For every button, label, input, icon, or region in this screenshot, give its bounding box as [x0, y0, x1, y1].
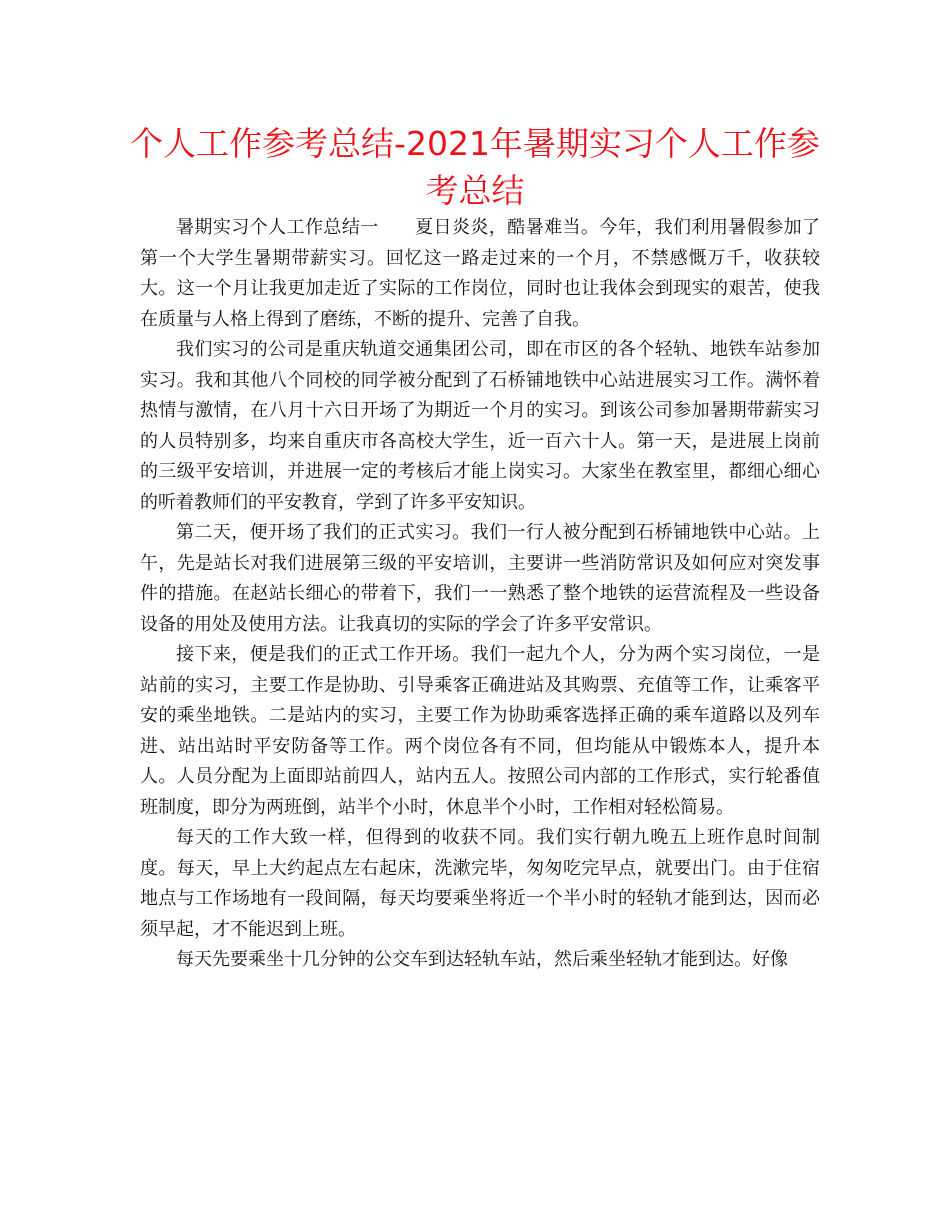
paragraph-5: 每天的工作大致一样，但得到的收获不同。我们实行朝九晚五上班作息时间制度。每天，早上大约起点左右起床，洗漱完毕，匆匆吃完早点，就要出门。由于住宿地点与工作场地有一段间隔，每天均要乘坐将近一个半小时的轻轨才能到达，因而必须早起，才不能迟到上班。 — [140, 827, 820, 940]
section-heading: 暑期实习个人工作总结一 — [176, 217, 379, 238]
paragraph-1 — [140, 213, 820, 335]
paragraph-3: 第二天，便开场了我们的正式实习。我们一行人被分配到石桥铺地铁中心站。上午，先是站长对我们进展第三级的平安培训，主要讲一些消防常识及如何应对突发事件的措施。在赵站长细心的带着下，我们一一熟悉了整个地铁的运营流程及一些设备设备的用处及使用方法。让我真切的实际的学会了许多平安常识。 — [140, 522, 820, 635]
document-title: 个人工作参考总结-2021年暑期实习个人工作参考总结 — [130, 124, 820, 210]
paragraph-1-text: 夏日炎炎，酷暑难当。今年，我们利用暑假参加了第一个大学生暑期带薪实习。回忆这一路走过来的一个月，不禁感慨万千，收获较大。这一个月让我更加走近了实际的工作岗位，同时也让我体会到现实的艰苦，使我在质量与人格上得到了磨练，不断的提升、完善了自我。 — [140, 217, 821, 330]
paragraph-4: 接下来，便是我们的正式工作开场。我们一起九个人，分为两个实习岗位，一是站前的实习，主要工作是协助、引导乘客正确进站及其购票、充值等工作，让乘客平安的乘坐地铁。二是站内的实习，主要工作为协助乘客选择正确的乘车道路以及列车进、站出站时平安防备等工作。两个岗位各有不同，但均能从中锻炼本人，提升本人。人员分配为上面即站前四人，站内五人。按照公司内部的工作形式，实行轮番值班制度，即分为两班倒，站半个小时，休息半个小时，工作相对轻松简易。 — [140, 644, 820, 818]
paragraph-2: 我们实习的公司是重庆轨道交通集团公司，即在市区的各个轻轨、地铁车站参加实习。我和其他八个同校的同学被分配到了石桥铺地铁中心站进展实习工作。满怀着热情与激情，在八月十六日开场了为期近一个月的实习。到该公司参加暑期带薪实习的人员特别多，均来自重庆市各高校大学生，近一百六十人。第一天，是进展上岗前的三级平安培训，并进展一定的考核后才能上岗实习。大家坐在教室里，都细心细心的听着教师们的平安教育，学到了许多平安知识。 — [140, 339, 820, 513]
document-body — [140, 213, 820, 976]
paragraph-6: 每天先要乘坐十几分钟的公交车到达轻轨车站，然后乘坐轻轨才能到达。好像 — [176, 949, 788, 970]
